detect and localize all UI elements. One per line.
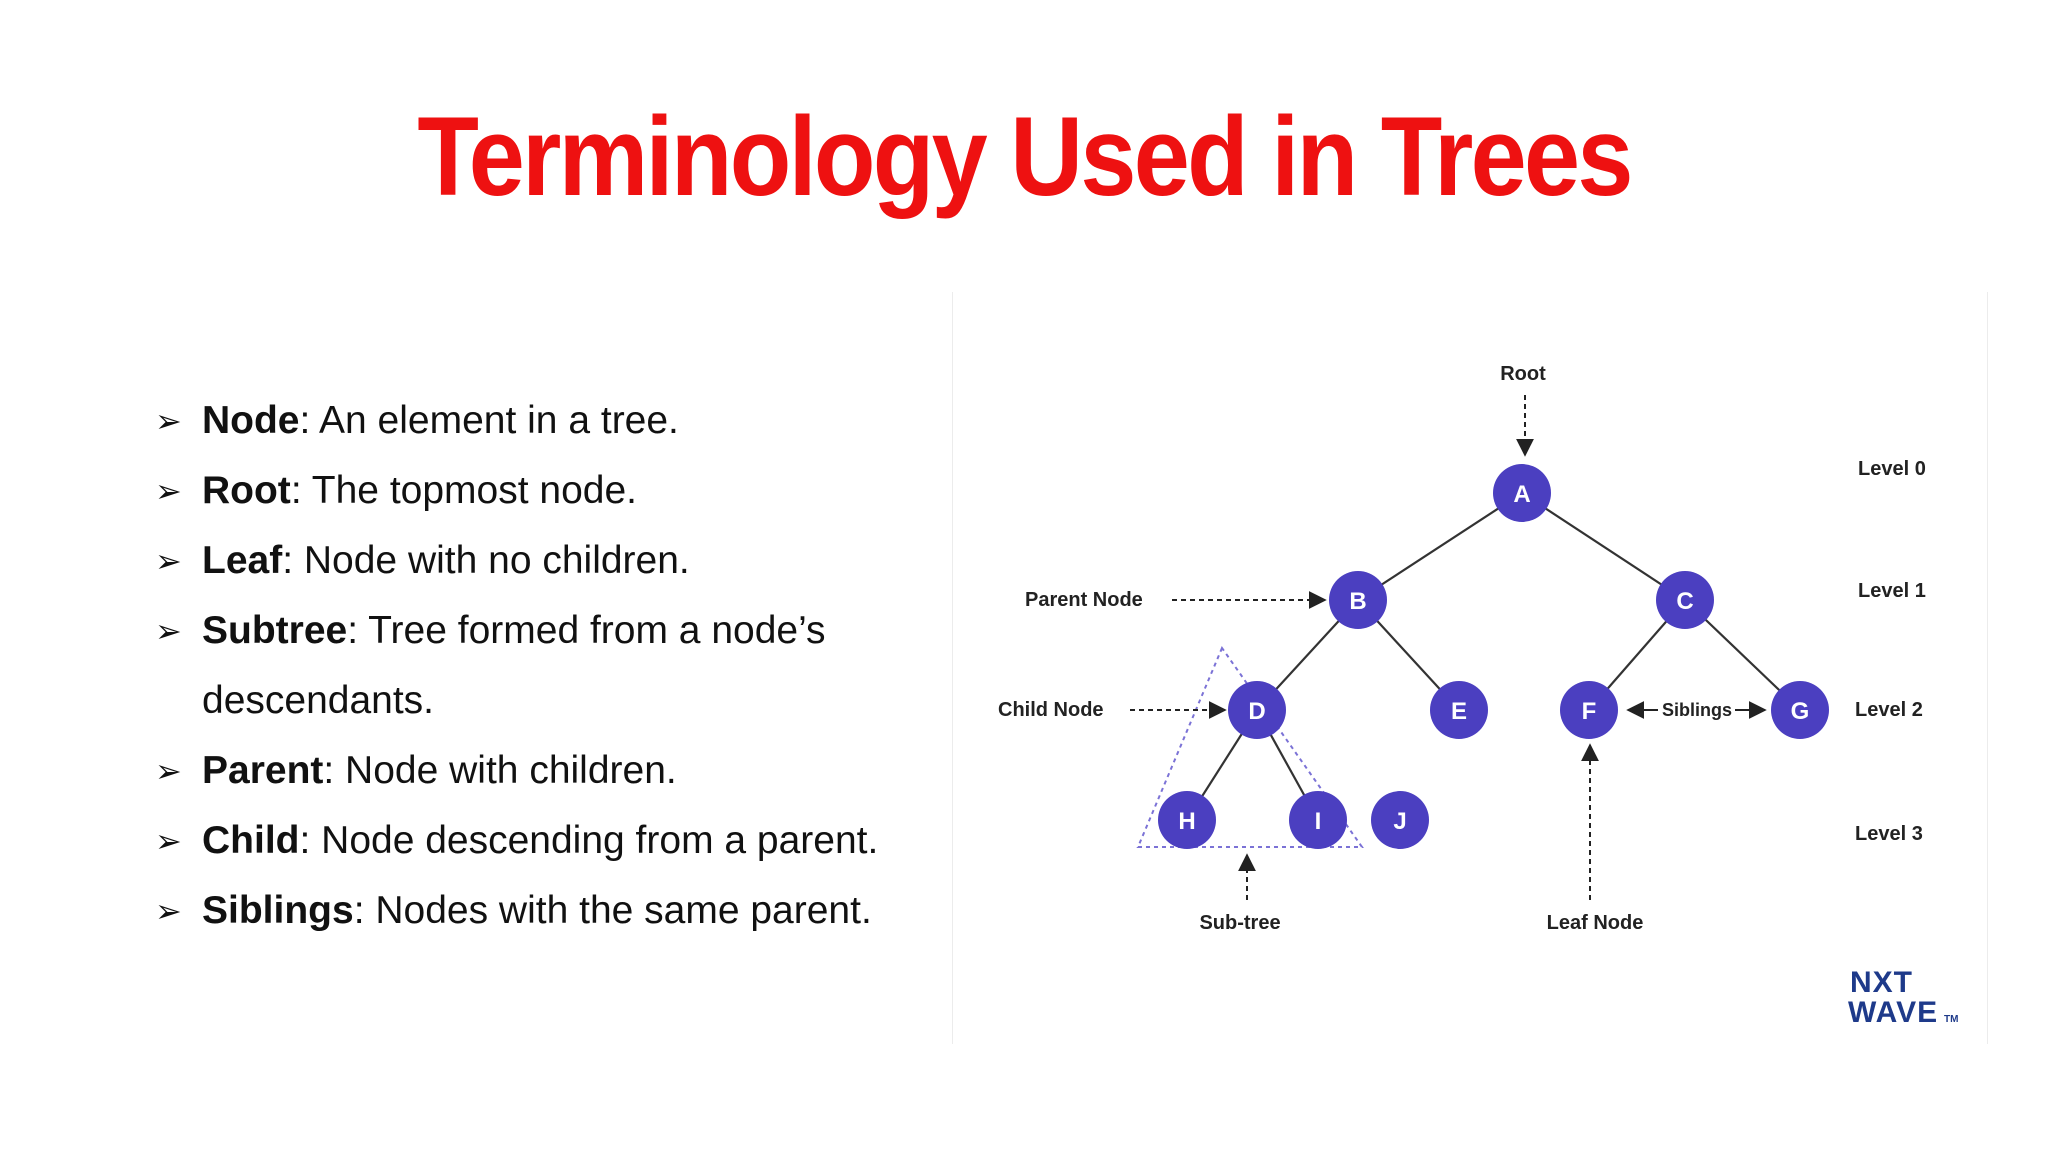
- node-label-e: E: [1450, 698, 1468, 725]
- term-label: Root: [202, 469, 291, 512]
- tree-edges: [1187, 493, 1800, 820]
- edge-a-b: [1358, 493, 1522, 600]
- level-2-label: Level 2: [1855, 699, 1923, 721]
- term-description: : Node with children.: [323, 749, 677, 792]
- term-label: Leaf: [202, 539, 283, 582]
- siblings-label: Siblings: [1661, 700, 1733, 720]
- term-description: : Nodes with the same parent.: [353, 889, 872, 932]
- node-label-i: I: [1314, 808, 1322, 835]
- term-description-continued: descendants.: [202, 679, 435, 722]
- term-label: Subtree: [202, 609, 348, 652]
- node-label-f: F: [1581, 698, 1597, 725]
- logo-tm: TM: [1944, 1014, 1959, 1025]
- logo-line-1: NXT: [1850, 966, 1913, 999]
- term-label: Parent: [202, 749, 324, 792]
- arrow-bullet-icon: ➢: [155, 403, 182, 439]
- parent-node-label: Parent Node: [1025, 589, 1143, 611]
- nxtwave-logo: [1848, 966, 1958, 1029]
- root-label: Root: [1500, 363, 1546, 385]
- term-description: : Node with no children.: [282, 539, 690, 582]
- logo-line-2: WAVE: [1848, 996, 1939, 1029]
- arrow-bullet-icon: ➢: [155, 753, 182, 789]
- term-description: : Tree formed from a node’s: [347, 609, 826, 652]
- level-3-label: Level 3: [1855, 823, 1923, 845]
- node-label-j: J: [1393, 808, 1407, 835]
- edge-a-c: [1522, 493, 1685, 600]
- arrow-bullet-icon: ➢: [155, 823, 182, 859]
- sub-tree-label: Sub-tree: [1199, 912, 1281, 934]
- term-label: Siblings: [202, 889, 354, 932]
- arrow-bullet-icon: ➢: [155, 613, 182, 649]
- node-label-d: D: [1248, 698, 1266, 725]
- arrow-bullet-icon: ➢: [155, 473, 182, 509]
- node-label-g: G: [1790, 698, 1810, 725]
- node-label-c: C: [1676, 588, 1694, 615]
- tree-nodes: [1158, 464, 1829, 849]
- term-description: : An element in a tree.: [299, 399, 679, 442]
- node-label-a: A: [1513, 481, 1531, 508]
- node-label-h: H: [1178, 808, 1196, 835]
- node-label-b: B: [1349, 588, 1367, 615]
- term-description: : The topmost node.: [290, 469, 637, 512]
- term-label: Node: [202, 399, 300, 442]
- level-0-label: Level 0: [1858, 458, 1926, 480]
- arrow-bullet-icon: ➢: [155, 543, 182, 579]
- arrow-bullet-icon: ➢: [155, 893, 182, 929]
- leaf-node-label: Leaf Node: [1546, 912, 1644, 934]
- page-title: Terminology Used in Trees: [417, 94, 1631, 219]
- level-1-label: Level 1: [1858, 580, 1926, 602]
- term-description: : Node descending from a parent.: [299, 819, 879, 862]
- child-node-label: Child Node: [998, 699, 1104, 721]
- term-label: Child: [202, 819, 300, 862]
